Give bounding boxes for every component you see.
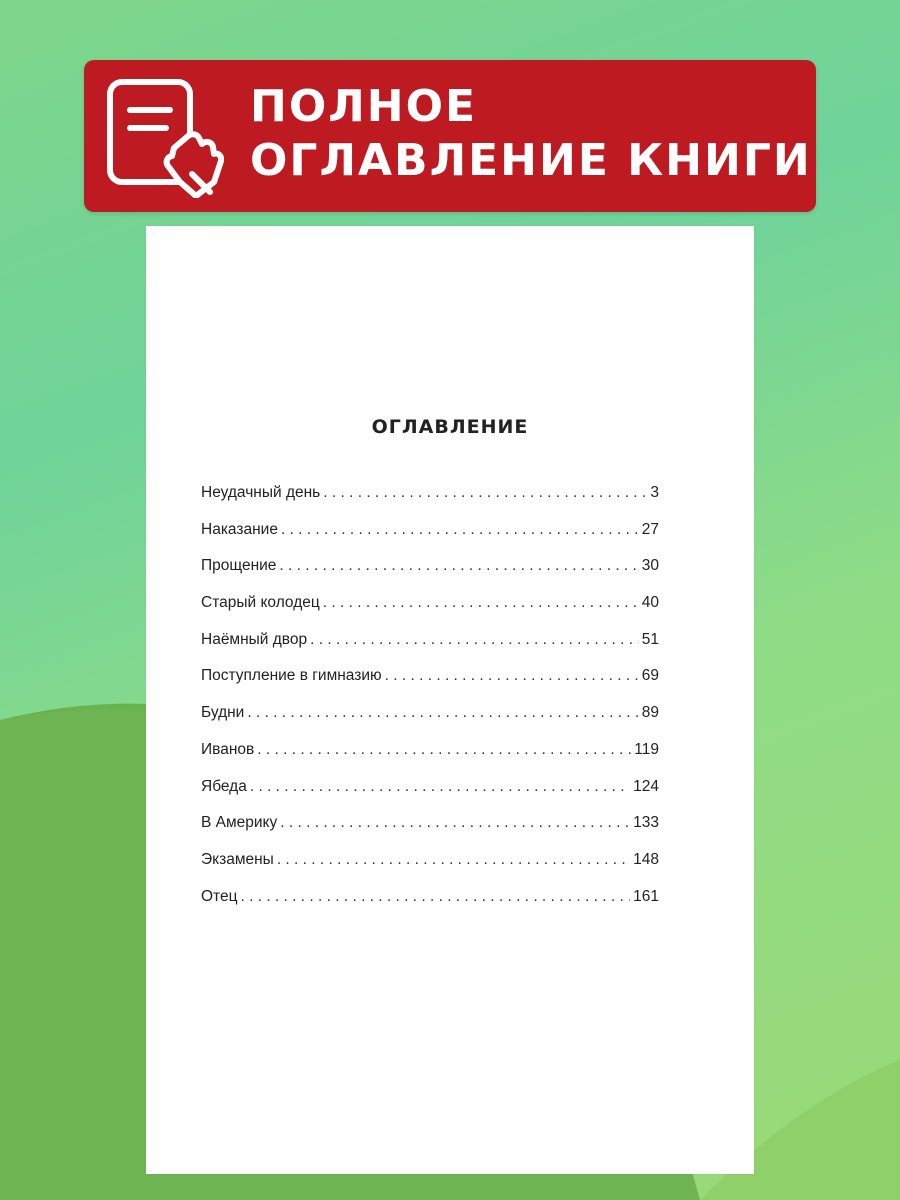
toc-item (201, 557, 659, 594)
toc-item (201, 484, 659, 521)
toc-item-title: Будни (201, 704, 245, 722)
banner-title (250, 80, 810, 188)
toc-item-title: В Америку (201, 814, 278, 832)
toc-leader-dots (280, 814, 630, 832)
toc-leader-dots (277, 851, 630, 869)
toc-item-title: Неудачный день (201, 484, 321, 501)
toc-item-page: 3 (650, 484, 659, 501)
toc-leader-dots (279, 557, 638, 575)
toc-leader-dots (323, 484, 647, 502)
toc-item (201, 814, 659, 851)
toc-leader-dots (250, 778, 630, 796)
toc-item (201, 631, 659, 668)
toc-heading: ОГЛАВЛЕНИЕ (371, 416, 529, 438)
toc-item (201, 778, 659, 815)
toc-item (201, 667, 659, 704)
banner-title-line-2: ОГЛАВЛЕНИЕ КНИГИ (250, 135, 812, 186)
toc-item-title: Ябеда (201, 777, 247, 795)
toc-item-page: 51 (641, 630, 659, 648)
toc-item-title: Прощение (201, 557, 277, 575)
toc-leader-dots (240, 888, 630, 906)
toc-item-page: 40 (641, 594, 659, 612)
toc-item (201, 594, 659, 631)
toc-leader-dots (281, 521, 639, 539)
toc-item-page: 119 (634, 740, 659, 758)
toc-item-title: Старый колодец (201, 594, 320, 612)
toc-item-page: 89 (641, 704, 659, 722)
toc-item-page: 30 (641, 557, 659, 575)
toc-leader-dots (385, 667, 639, 685)
toc-list (201, 484, 659, 924)
toc-item (201, 521, 659, 558)
header-banner (84, 60, 816, 212)
toc-item-title: Экзамены (201, 850, 274, 868)
book-page (146, 226, 754, 1174)
toc-item-page: 161 (633, 887, 659, 905)
toc-item-page: 69 (641, 667, 659, 685)
toc-item-page: 124 (633, 777, 659, 795)
toc-item (201, 704, 659, 741)
toc-leader-dots (310, 631, 639, 649)
toc-leader-dots (257, 741, 631, 759)
document-hand-icon (106, 78, 224, 198)
toc-item-title: Наёмный двор (201, 630, 308, 648)
toc-item-page: 27 (641, 520, 659, 538)
toc-item (201, 851, 659, 888)
toc-item-page: 133 (633, 814, 659, 832)
banner-title-line-1: ПОЛНОЕ (250, 81, 478, 132)
toc-item-title: Иванов (201, 740, 255, 758)
toc-item-title: Поступление в гимназию (201, 667, 382, 685)
toc-item (201, 888, 659, 925)
toc-leader-dots (323, 594, 639, 612)
toc-item-title: Наказание (201, 520, 278, 538)
toc-item-title: Отец (201, 887, 238, 905)
toc-leader-dots (247, 704, 638, 722)
toc-item-page: 148 (633, 850, 659, 868)
toc-item (201, 741, 659, 778)
